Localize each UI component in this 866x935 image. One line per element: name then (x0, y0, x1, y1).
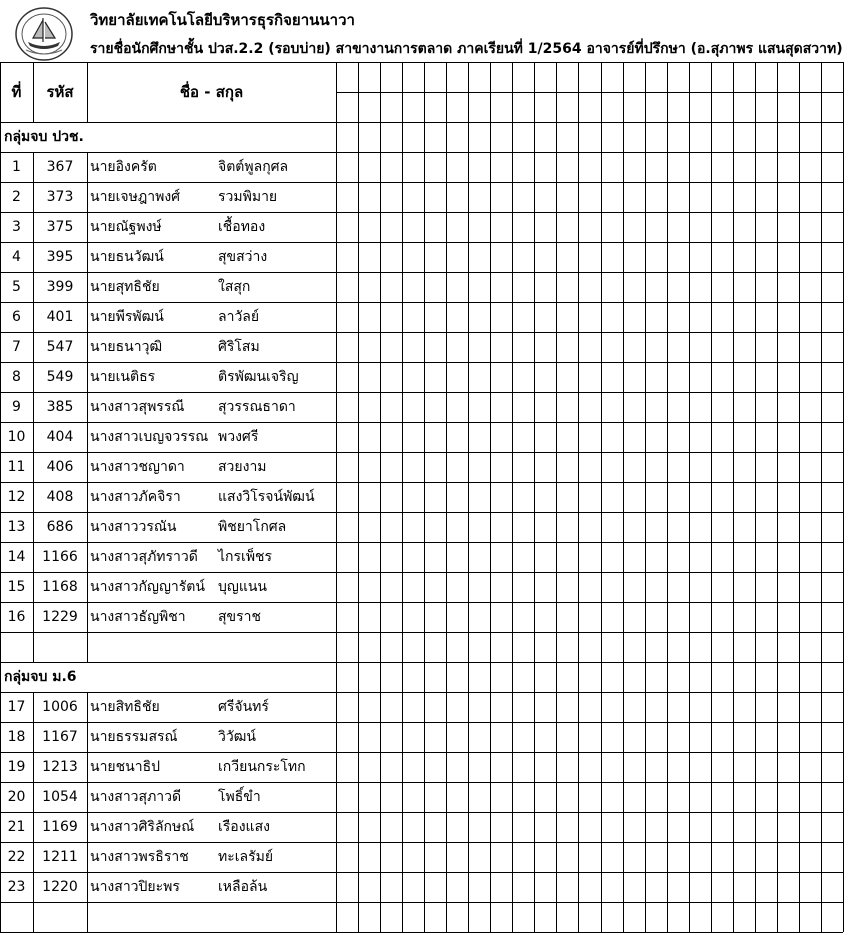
student-first-name: นางสาวสุภัทราวดี (90, 549, 198, 565)
grid-line (0, 392, 843, 393)
grid-line (0, 692, 843, 693)
grid-line (0, 62, 1, 932)
student-id: 1006 (42, 699, 78, 715)
student-first-name: นายเจษฎาพงศ์ (90, 189, 181, 205)
grid-line (0, 662, 843, 663)
grid-line (755, 62, 756, 932)
grid-line (0, 272, 843, 273)
row-number: 14 (7, 549, 26, 565)
grid-line (799, 62, 800, 932)
student-id: 395 (46, 249, 74, 265)
grid-line (468, 62, 469, 932)
student-first-name: นายชนาธิป (90, 759, 160, 775)
grid-line (0, 752, 843, 753)
grid-line (87, 152, 88, 662)
grid-line (424, 62, 425, 932)
row-number: 13 (7, 519, 26, 535)
grid-line (0, 722, 843, 723)
grid-line (821, 62, 822, 932)
student-id: 375 (46, 219, 74, 235)
class-subtitle: รายชื่อนักศึกษาชั้น ปวส.2.2 (รอบบ่าย) สาขางานการตลาด ภาคเรียนที่ 1/2564 อาจารย์ที่ปรึกษา (อ.สุภาพร แสนสุดสวาท) (90, 41, 843, 57)
student-first-name: นางสาวภัคจิรา (90, 489, 181, 505)
student-last-name: เกวียนกระโทก (218, 759, 306, 775)
grid-line (87, 62, 88, 122)
row-number: 9 (12, 399, 21, 415)
grid-line (87, 692, 88, 932)
student-id: 686 (46, 519, 74, 535)
student-id: 1169 (42, 819, 78, 835)
row-number: 8 (12, 369, 21, 385)
group-label: กลุ่มจบ ม.6 (4, 669, 77, 685)
student-first-name: นายธรรมสรณ์ (90, 729, 178, 745)
grid-line (446, 62, 447, 932)
student-first-name: นายพีรพัฒน์ (90, 309, 164, 325)
row-number: 6 (12, 309, 21, 325)
student-id: 549 (46, 369, 74, 385)
student-table (0, 62, 866, 935)
student-last-name: แสงวิโรจน์พัฒน์ (218, 489, 315, 505)
student-first-name: นายเนติธร (90, 369, 156, 385)
student-last-name: เชื้อทอง (218, 219, 266, 235)
student-id: 373 (46, 189, 74, 205)
grid-line (601, 62, 602, 932)
student-last-name: บุญแนน (218, 579, 267, 595)
student-id: 406 (46, 459, 74, 475)
grid-line (0, 602, 843, 603)
student-id: 1220 (42, 879, 78, 895)
grid-line (0, 482, 843, 483)
grid-line (0, 452, 843, 453)
page-header (0, 0, 866, 62)
row-number: 1 (12, 159, 21, 175)
grid-line (689, 62, 690, 932)
grid-line (556, 62, 557, 932)
student-id: 1166 (42, 549, 78, 565)
grid-line (0, 302, 843, 303)
student-last-name: สุขสว่าง (218, 249, 268, 265)
row-number: 11 (7, 459, 26, 475)
grid-line (0, 542, 843, 543)
student-last-name: เหลือล้น (218, 879, 268, 895)
student-last-name: จิตต์พูลกุศล (218, 159, 289, 175)
grid-line (733, 62, 734, 932)
student-id: 399 (46, 279, 74, 295)
row-number: 3 (12, 219, 21, 235)
grid-line (843, 62, 844, 932)
student-last-name: ศรีจันทร์ (218, 699, 269, 715)
group-label: กลุ่มจบ ปวช. (4, 129, 84, 145)
student-id: 401 (46, 309, 74, 325)
student-id: 547 (46, 339, 74, 355)
row-number: 19 (7, 759, 26, 775)
header-name: ชื่อ - สกุล (179, 83, 244, 101)
header-num: ที่ (11, 83, 22, 101)
grid-line (0, 572, 843, 573)
grid-line (711, 62, 712, 932)
student-last-name: สุวรรณธาดา (218, 399, 296, 415)
student-id: 1229 (42, 609, 78, 625)
grid-line (0, 932, 843, 933)
row-number: 10 (7, 429, 26, 445)
student-first-name: นายอิงครัต (90, 159, 157, 175)
grid-line (777, 62, 778, 932)
student-last-name: ลาวัลย์ (218, 309, 260, 325)
student-first-name: นางสาวกัญญารัตน์ (90, 579, 205, 595)
student-last-name: ทะเลรัมย์ (218, 849, 274, 865)
student-first-name: นางสาวสุภาวดี (90, 789, 182, 805)
grid-line (358, 62, 359, 932)
grid-line (0, 152, 843, 153)
student-first-name: นางสาวปิยะพร (90, 879, 180, 895)
student-id: 1168 (42, 579, 78, 595)
row-number: 7 (12, 339, 21, 355)
student-first-name: นางสาวศิริลักษณ์ (90, 819, 195, 835)
student-last-name: ศิริโสม (218, 339, 260, 355)
student-last-name: วิวัฒน์ (218, 729, 256, 745)
grid-line (0, 62, 843, 63)
student-last-name: พิชยาโกศล (218, 519, 287, 535)
grid-line (0, 212, 843, 213)
grid-line (512, 62, 513, 932)
grid-line (33, 692, 34, 932)
student-first-name: นายสิทธิชัย (90, 699, 160, 715)
student-first-name: นางสาวเบญจวรรณ (90, 429, 209, 445)
grid-line (380, 62, 381, 932)
grid-line (578, 62, 579, 932)
student-last-name: เรืองแสง (218, 819, 270, 835)
row-number: 2 (12, 189, 21, 205)
grid-line (0, 332, 843, 333)
row-number: 18 (7, 729, 26, 745)
student-first-name: นายณัฐพงษ์ (90, 219, 162, 235)
student-first-name: นางสาวพรธิราช (90, 849, 189, 865)
row-number: 20 (7, 789, 26, 805)
grid-line (0, 842, 843, 843)
grid-line (0, 122, 843, 123)
row-number: 23 (7, 879, 26, 895)
grid-line (0, 632, 843, 633)
student-id: 408 (46, 489, 74, 505)
student-last-name: ติรพัฒนเจริญ (218, 369, 299, 385)
grid-line (0, 872, 843, 873)
grid-line (33, 152, 34, 662)
college-seal-icon (14, 6, 74, 62)
student-id: 367 (46, 159, 74, 175)
row-number: 22 (7, 849, 26, 865)
college-title: วิทยาลัยเทคโนโลยีบริหารธุรกิจยานนาวา (90, 11, 355, 29)
student-first-name: นางสาววรณัน (90, 519, 177, 535)
student-first-name: นายสุทธิชัย (90, 279, 160, 295)
student-last-name: สวยงาม (218, 459, 267, 475)
student-id: 404 (46, 429, 74, 445)
row-number: 4 (12, 249, 21, 265)
grid-line (0, 422, 843, 423)
row-number: 21 (7, 819, 26, 835)
row-number: 12 (7, 489, 26, 505)
student-id: 1167 (42, 729, 78, 745)
student-first-name: นางสาวสุพรรณี (90, 399, 185, 415)
header-id: รหัส (46, 83, 74, 101)
student-first-name: นายธนาวุฒิ (90, 339, 163, 355)
grid-line (667, 62, 668, 932)
student-first-name: นายธนวัฒน์ (90, 249, 164, 265)
grid-line (0, 242, 843, 243)
student-last-name: โพธิ์ขำ (218, 789, 261, 805)
student-first-name: นางสาวธัญพิชา (90, 609, 186, 625)
row-number: 15 (7, 579, 26, 595)
grid-line (0, 902, 843, 903)
grid-line (0, 812, 843, 813)
student-id: 1054 (42, 789, 78, 805)
row-number: 17 (7, 699, 26, 715)
grid-line (645, 62, 646, 932)
grid-line (0, 512, 843, 513)
student-id: 385 (46, 399, 74, 415)
grid-line (336, 92, 843, 93)
grid-line (336, 62, 337, 932)
student-first-name: นางสาวชญาดา (90, 459, 185, 475)
grid-line (0, 362, 843, 363)
grid-line (623, 62, 624, 932)
grid-line (402, 62, 403, 932)
student-last-name: พวงศรี (218, 429, 259, 445)
row-number: 5 (12, 279, 21, 295)
row-number: 16 (7, 609, 26, 625)
student-id: 1211 (42, 849, 78, 865)
student-last-name: ใสสุก (218, 279, 251, 295)
grid-line (0, 182, 843, 183)
student-last-name: ไกรเพ็ชร (218, 549, 273, 565)
student-last-name: สุขราช (218, 609, 261, 625)
grid-line (534, 62, 535, 932)
student-id: 1213 (42, 759, 78, 775)
grid-line (33, 62, 34, 122)
grid-line (490, 62, 491, 932)
student-last-name: รวมพิมาย (218, 189, 278, 205)
grid-line (0, 782, 843, 783)
